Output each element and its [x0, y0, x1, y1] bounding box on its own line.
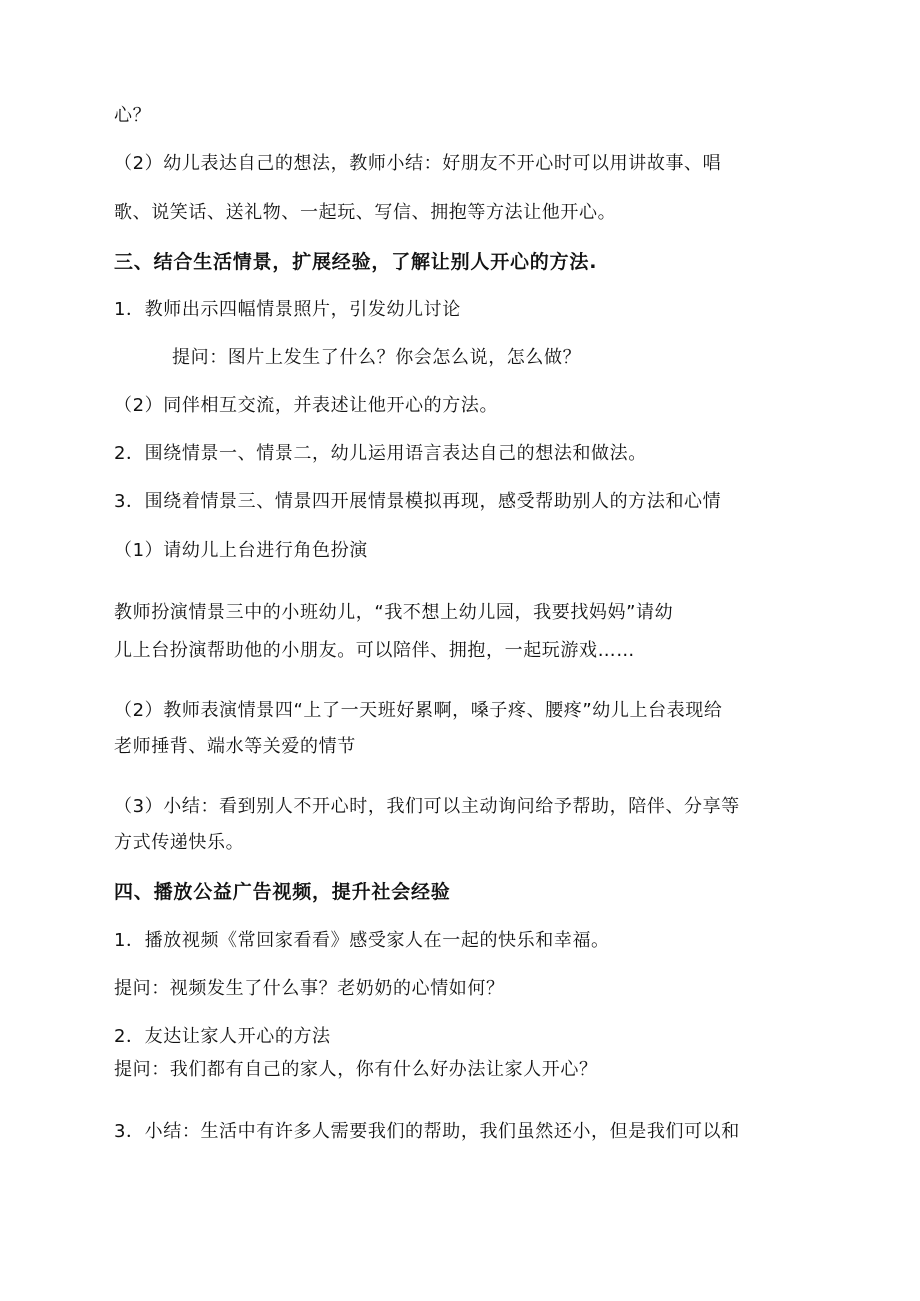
text-line: 1．教师出示四幅情景照片，引发幼儿讨论 [114, 299, 461, 320]
text-line: 1．播放视频《常回家看看》感受家人在一起的快乐和幸福。 [114, 930, 610, 951]
text-line: 教师扮演情景三中的小班幼儿，“我不想上幼儿园，我要找妈妈”请幼 [114, 602, 674, 623]
text-line: 提问：我们都有自己的家人，你有什么好办法让家人开心？ [114, 1059, 598, 1080]
section-heading: 四、播放公益广告视频，提升社会经验 [114, 881, 451, 903]
text-line: 3．小结：生活中有许多人需要我们的帮助，我们虽然还小，但是我们可以和 [114, 1121, 740, 1142]
text-line: 3．围绕着情景三、情景四开展情景模拟再现，感受帮助别人的方法和心情 [114, 491, 722, 512]
text-line: 方式传递快乐。 [114, 832, 245, 853]
text-line: 2．友达让家人开心的方法 [114, 1026, 331, 1047]
text-line: 歌、说笑话、送礼物、一起玩、写信、拥抱等方法让他开心。 [114, 202, 617, 223]
text-line: 2．围绕情景一、情景二，幼儿运用语言表达自己的想法和做法。 [114, 443, 647, 464]
text-line: 老师捶背、端水等关爱的情节 [114, 736, 356, 757]
text-line: （2）教师表演情景四“上了一天班好累啊，嗓子疼、腰疼”幼儿上台表现给 [114, 700, 723, 721]
text-line: （3）小结：看到别人不开心时，我们可以主动询问给予帮助，陪伴、分享等 [114, 796, 740, 817]
text-line: （1）请幼儿上台进行角色扮演 [114, 540, 368, 561]
text-line: 提问：视频发生了什么事？老奶奶的心情如何？ [114, 978, 505, 999]
text-line: 心？ [114, 105, 152, 126]
text-line: 提问：图片上发生了什么？你会怎么说，怎么做？ [172, 347, 582, 368]
text-line: 儿上台扮演帮助他的小朋友。可以陪伴、拥抱，一起玩游戏…… [114, 640, 635, 661]
text-line: （2）幼儿表达自己的想法，教师小结：好朋友不开心时可以用讲故事、唱 [114, 153, 722, 174]
text-line: （2）同伴相互交流，并表述让他开心的方法。 [114, 395, 499, 416]
section-heading: 三、结合生活情景，扩展经验，了解让别人开心的方法. [114, 251, 598, 273]
